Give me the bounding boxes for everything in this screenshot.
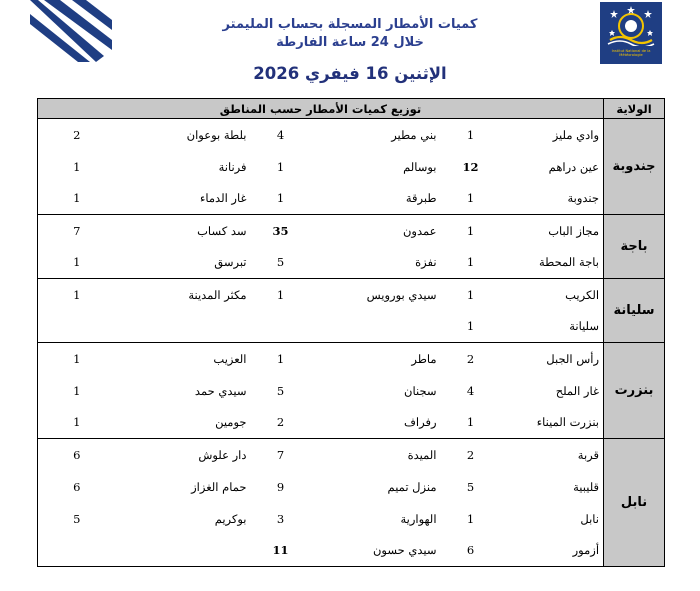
station-name: الهوارية (400, 511, 437, 526)
rainfall-value (38, 311, 116, 343)
rainfall-value: 1 (276, 287, 285, 302)
table-row (38, 407, 665, 439)
report-title: كميات الأمطار المسجلة بحساب المليمتر (222, 17, 478, 32)
rainfall-value: 1 (466, 511, 475, 526)
rainfall-value: 1 (276, 159, 285, 174)
station-name: الميدة (407, 447, 437, 462)
station-name: مجاز الباب (548, 223, 600, 238)
station-name: جومين (116, 407, 251, 439)
rainfall-value: 7 (276, 447, 285, 462)
station-name: أزمور (501, 535, 604, 567)
station-name: بلطة بوعوان (186, 127, 247, 142)
corner-stripes-logo (30, 0, 112, 62)
rainfall-value: 1 (251, 183, 311, 215)
rainfall-value: 6 (441, 535, 501, 567)
rainfall-table (37, 98, 665, 567)
station-name: نابل (580, 511, 600, 526)
station-name: سليانة (501, 311, 604, 343)
wilaya-name: جندوبة (604, 119, 665, 215)
rainfall-value: 1 (38, 343, 116, 375)
table-header-row (38, 99, 665, 119)
rainfall-value: 5 (276, 383, 285, 398)
station-name: تبرسق (116, 247, 251, 279)
station-name: منزل تميم (387, 479, 437, 494)
rainfall-value: 1 (441, 183, 501, 215)
station-name: ماطر (411, 351, 437, 366)
table-row (38, 471, 665, 503)
station-name: رأس الجبل (546, 351, 600, 366)
rainfall-value: 3 (276, 511, 285, 526)
table-row (38, 279, 665, 311)
station-name: باجة المحطة (501, 247, 604, 279)
rainfall-value: 2 (466, 351, 475, 366)
station-name: سيدي حمد (194, 383, 247, 398)
station-name: سد كساب (197, 223, 247, 238)
table-row (38, 535, 665, 567)
station-name (116, 535, 251, 567)
station-name: الكريب (565, 287, 600, 302)
col-header-distribution: توزيع كميات الأمطار حسب المناطق (38, 99, 604, 119)
wilaya-name: نابل (604, 439, 665, 567)
station-name: سجنان (404, 383, 437, 398)
station-name: غار الملح (555, 383, 600, 398)
station-name: بوسالم (403, 159, 437, 174)
station-name: سيدي حسون (311, 535, 441, 567)
table-row (38, 311, 665, 343)
station-name: العزيب (213, 351, 247, 366)
station-name (116, 311, 251, 343)
station-name: بوكريم (214, 511, 247, 526)
station-name: سيدي بورويس (366, 287, 437, 302)
rainfall-value: 1 (38, 151, 116, 183)
rainfall-value (251, 311, 311, 343)
rainfall-value: 1 (38, 279, 116, 311)
table-row (38, 215, 665, 247)
report-subtitle: خلال 24 ساعة الفارطة (276, 35, 424, 50)
rainfall-value (38, 535, 116, 567)
rainfall-value: 1 (441, 407, 501, 439)
rainfall-value: 2 (251, 407, 311, 439)
rainfall-value: 2 (38, 119, 116, 151)
table-row (38, 119, 665, 151)
rainfall-value: 5 (251, 247, 311, 279)
rainfall-value: 4 (466, 383, 475, 398)
table-row (38, 503, 665, 535)
station-name: دار علوش (198, 447, 247, 462)
rainfall-value: 12 (462, 159, 479, 174)
station-name: عين دراهم (548, 159, 600, 174)
table-row (38, 375, 665, 407)
rainfall-value: 1 (466, 287, 475, 302)
table-row (38, 151, 665, 183)
station-name: نفزة (311, 247, 441, 279)
rainfall-value: 1 (441, 311, 501, 343)
rainfall-value: 1 (38, 247, 116, 279)
station-name: قربة (577, 447, 600, 462)
wilaya-name: بنزرت (604, 343, 665, 439)
rainfall-value: 6 (38, 471, 116, 503)
table-row (38, 343, 665, 375)
station-name: حمام الغزاز (191, 479, 247, 494)
station-name: عمدون (402, 223, 437, 238)
rainfall-value: 6 (38, 439, 116, 471)
institute-caption: Institut National de la Météorologie (611, 49, 651, 57)
wilaya-name: سليانة (604, 279, 665, 343)
rainfall-value: 1 (38, 183, 116, 215)
station-name: بني مطير (391, 127, 437, 142)
rainfall-value: 1 (441, 247, 501, 279)
rainfall-value: 1 (38, 407, 116, 439)
station-name: فرنانة (218, 159, 247, 174)
table-row (38, 439, 665, 471)
rainfall-value: 1 (38, 375, 116, 407)
rainfall-value: 7 (38, 215, 116, 247)
station-name: غار الدماء (116, 183, 251, 215)
weather-institute-logo (600, 2, 662, 64)
station-name: وادي مليز (552, 127, 600, 142)
rainfall-value: 9 (276, 479, 285, 494)
wilaya-name: باجة (604, 215, 665, 279)
station-name: رفراف (311, 407, 441, 439)
rainfall-value: 2 (466, 447, 475, 462)
station-name (311, 311, 441, 343)
rainfall-value: 5 (466, 479, 475, 494)
rainfall-value: 1 (276, 351, 285, 366)
rainfall-value: 5 (38, 503, 116, 535)
rainfall-value: 11 (251, 535, 311, 567)
station-name: جندوبة (501, 183, 604, 215)
table-row (38, 247, 665, 279)
station-name: مكثر المدينة (188, 287, 247, 302)
rainfall-value: 1 (466, 223, 475, 238)
table-row (38, 183, 665, 215)
report-date: الإثنين 16 فيفري 2026 (253, 64, 447, 83)
station-name: طبرقة (311, 183, 441, 215)
station-name: قليبية (573, 479, 600, 494)
station-name: بنزرت الميناء (501, 407, 604, 439)
rainfall-value: 4 (276, 127, 285, 142)
col-header-wilaya: الولاية (604, 99, 665, 119)
weather-institute-emblem-icon (606, 6, 656, 46)
rainfall-value: 35 (272, 223, 289, 238)
rainfall-value: 1 (466, 127, 475, 142)
